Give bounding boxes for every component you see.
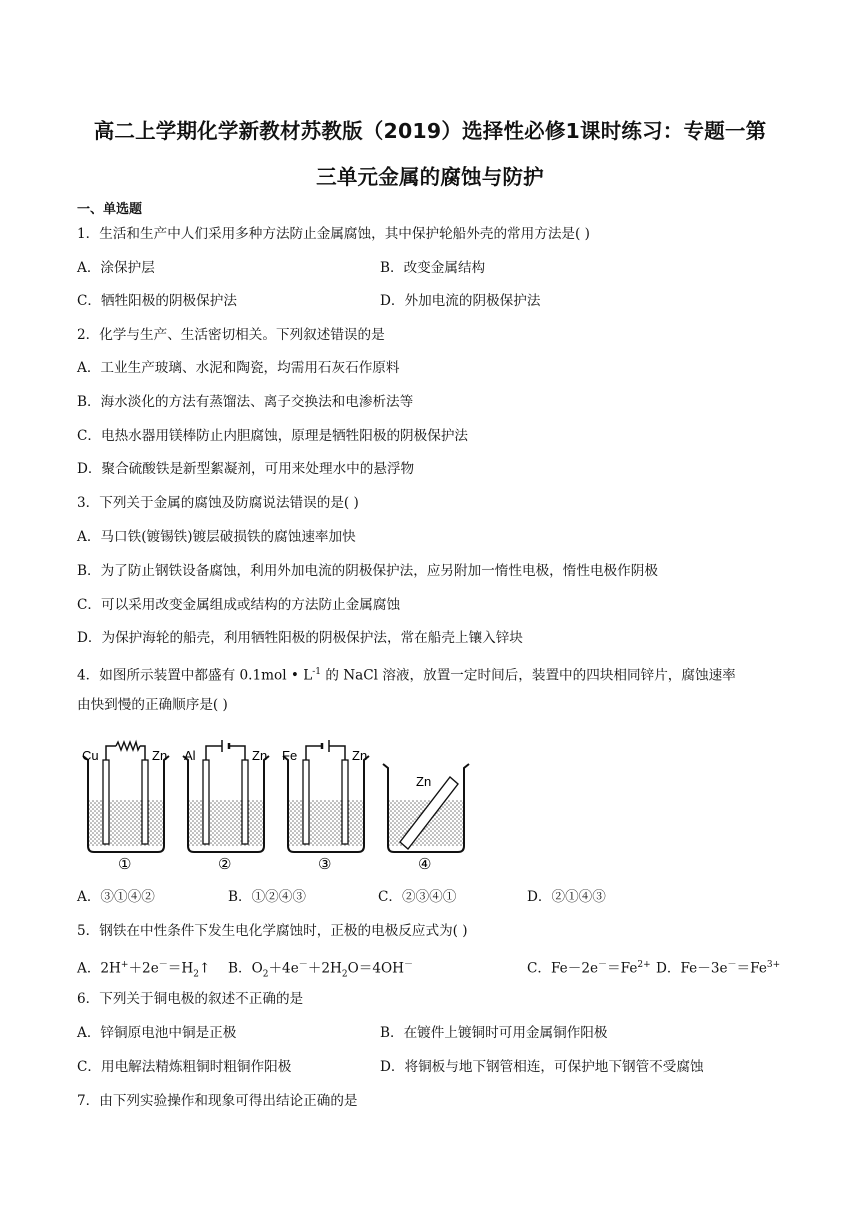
q1-option-c: C．牺牲阳极的阴极保护法 — [77, 293, 237, 309]
q5-b-sup2: － — [404, 960, 414, 970]
q6-option-d: D．将铜板与地下钢管相连，可保护地下钢管不受腐蚀 — [380, 1059, 704, 1075]
q3-stem: 3．下列关于金属的腐蚀及防腐说法错误的是( ) — [77, 495, 359, 511]
q4-option-a: A．③①④② — [77, 889, 155, 905]
q4-option-b: B．①②④③ — [228, 889, 306, 905]
q5-c-pre: C．Fe－2e — [527, 960, 599, 977]
q5-a-arrow: ↑ — [198, 960, 211, 977]
beaker-3-electrode-zn — [342, 760, 348, 844]
q2-option-c: C．电热水器用镁棒防止内胆腐蚀，原理是牺牲阳极的阴极保护法 — [77, 428, 469, 444]
q5-option-d — [656, 955, 780, 979]
beaker-4 — [383, 764, 469, 873]
q6-option-b: B．在镀件上镀铜时可用金属铜作阳极 — [380, 1025, 608, 1041]
q5-c-sup: － — [598, 960, 608, 970]
beaker-3-solution — [288, 800, 364, 846]
fig-num-1: ① — [118, 855, 132, 873]
beaker-1-solution — [88, 800, 164, 846]
q7-stem: 7．由下列实验操作和现象可得出结论正确的是 — [77, 1093, 358, 1109]
doc-title-line1: 高二上学期化学新教材苏教版（2019）选择性必修1课时练习：专题一第 — [93, 119, 767, 143]
q5-c-sup2: 2+ — [637, 960, 651, 970]
battery-icon — [222, 740, 229, 752]
q2-option-d: D．聚合硫酸铁是新型絮凝剂，可用来处理水中的悬浮物 — [77, 461, 415, 477]
q5-a-pre: A．2H — [77, 960, 121, 977]
fig-num-2: ② — [218, 855, 232, 873]
q6-option-a: A．锌铜原电池中铜是正极 — [77, 1025, 237, 1041]
q5-b-mid2: ＋2H — [307, 960, 342, 977]
fig-label-zn-2: Zn — [252, 748, 268, 763]
q4-stem-sup: -1 — [312, 667, 322, 677]
beaker-2-electrode-zn — [242, 760, 248, 844]
q6-option-c: C．用电解法精炼粗铜时粗铜作阳极 — [77, 1059, 292, 1075]
q5-option-c — [527, 955, 651, 979]
beaker-2 — [183, 740, 269, 873]
beaker-3-wire — [306, 746, 345, 760]
q5-b-mid: ＋4e — [268, 960, 299, 977]
q5-b-pre: B．O — [228, 960, 263, 977]
q2-stem: 2．化学与生产、生活密切相关。下列叙述错误的是 — [77, 327, 385, 343]
beaker-1-electrode-cu — [103, 760, 109, 844]
beaker-3-electrode-fe — [303, 760, 309, 844]
q1-option-b: B．改变金属结构 — [380, 260, 486, 276]
fig-label-zn-4: Zn — [416, 774, 432, 789]
battery-icon — [322, 740, 329, 752]
q4-option-c: C．②③④① — [378, 889, 457, 905]
q5-d-sup2: 3+ — [766, 960, 781, 970]
q4-stem-line2: 由快到慢的正确顺序是( ) — [77, 697, 228, 713]
q5-a-sup1: + — [120, 960, 129, 970]
q3-option-b: B．为了防止钢铁设备腐蚀，利用外加电流的阴极保护法，应另附加一惰性电极，惰性电极作阴极 — [77, 563, 658, 579]
q5-stem: 5．钢铁在中性条件下发生电化学腐蚀时，正极的电极反应式为( ) — [77, 923, 468, 939]
q5-d-pre: D．Fe－3e — [656, 960, 728, 977]
q5-a-sup2: － — [158, 960, 168, 970]
q5-c-eq: ＝Fe — [607, 960, 638, 977]
q5-a-mid: ＋2e — [128, 960, 159, 977]
q3-option-a: A．马口铁(镀锡铁)镀层破损铁的腐蚀速率加快 — [77, 529, 356, 545]
q4-stem-pre: 4．如图所示装置中都盛有 0.1mol — [77, 667, 287, 684]
beaker-3 — [282, 740, 369, 873]
q5-b-sub1: 2 — [262, 969, 269, 980]
q4-stem — [77, 662, 736, 686]
section-heading: 一、单选题 — [77, 202, 143, 217]
q1-stem: 1．生活和生产中人们采用多种方法防止金属腐蚀，其中保护轮船外壳的常用方法是( ) — [77, 226, 590, 242]
q5-option-a — [77, 955, 210, 984]
q1-option-d: D．外加电流的阴极保护法 — [380, 293, 541, 309]
beaker-2-electrode-al — [203, 760, 209, 844]
q4-stem-dot: • — [286, 667, 304, 684]
q5-d-sup: － — [727, 960, 737, 970]
q5-b-sub2: 2 — [341, 969, 348, 980]
q5-b-post: O＝4OH — [347, 960, 405, 977]
resistor-icon — [116, 742, 140, 750]
q2-option-b: B．海水淡化的方法有蒸馏法、离子交换法和电渗析法等 — [77, 394, 414, 410]
q5-b-sup: － — [298, 960, 308, 970]
q4-stem-unit: L — [303, 667, 313, 684]
q6-stem: 6．下列关于铜电极的叙述不正确的是 — [77, 991, 304, 1007]
beaker-1 — [82, 742, 169, 873]
q4-beaker-figure — [78, 738, 618, 873]
doc-title-line2: 三单元金属的腐蚀与防护 — [316, 165, 544, 189]
q5-option-b — [228, 955, 413, 984]
fig-label-zn-1: Zn — [152, 748, 168, 763]
beaker-1-electrode-zn — [142, 760, 148, 844]
q4-option-d: D．②①④③ — [527, 889, 606, 905]
beaker-2-wire — [206, 746, 245, 760]
fig-num-4: ④ — [418, 855, 432, 873]
fig-label-al: Al — [184, 748, 196, 763]
q1-option-a: A．涂保护层 — [77, 260, 155, 276]
q5-a-eq: ＝H — [167, 960, 194, 977]
q5-d-eq: ＝Fe — [736, 960, 767, 977]
fig-label-cu: Cu — [82, 748, 99, 763]
q4-stem-post: 的 NaCl 溶液，放置一定时间后，装置中的四块相同锌片，腐蚀速率 — [321, 667, 736, 684]
fig-label-fe: Fe — [282, 748, 298, 763]
fig-num-3: ③ — [318, 855, 332, 873]
fig-label-zn-3: Zn — [352, 748, 368, 763]
q5-a-sub: 2 — [193, 969, 199, 980]
q3-option-d: D．为保护海轮的船壳，利用牺牲阳极的阴极保护法，常在船壳上镶入锌块 — [77, 630, 523, 646]
q3-option-c: C．可以采用改变金属组成或结构的方法防止金属腐蚀 — [77, 597, 401, 613]
q2-option-a: A．工业生产玻璃、水泥和陶瓷，均需用石灰石作原料 — [77, 360, 400, 376]
beaker-2-solution — [188, 800, 264, 846]
